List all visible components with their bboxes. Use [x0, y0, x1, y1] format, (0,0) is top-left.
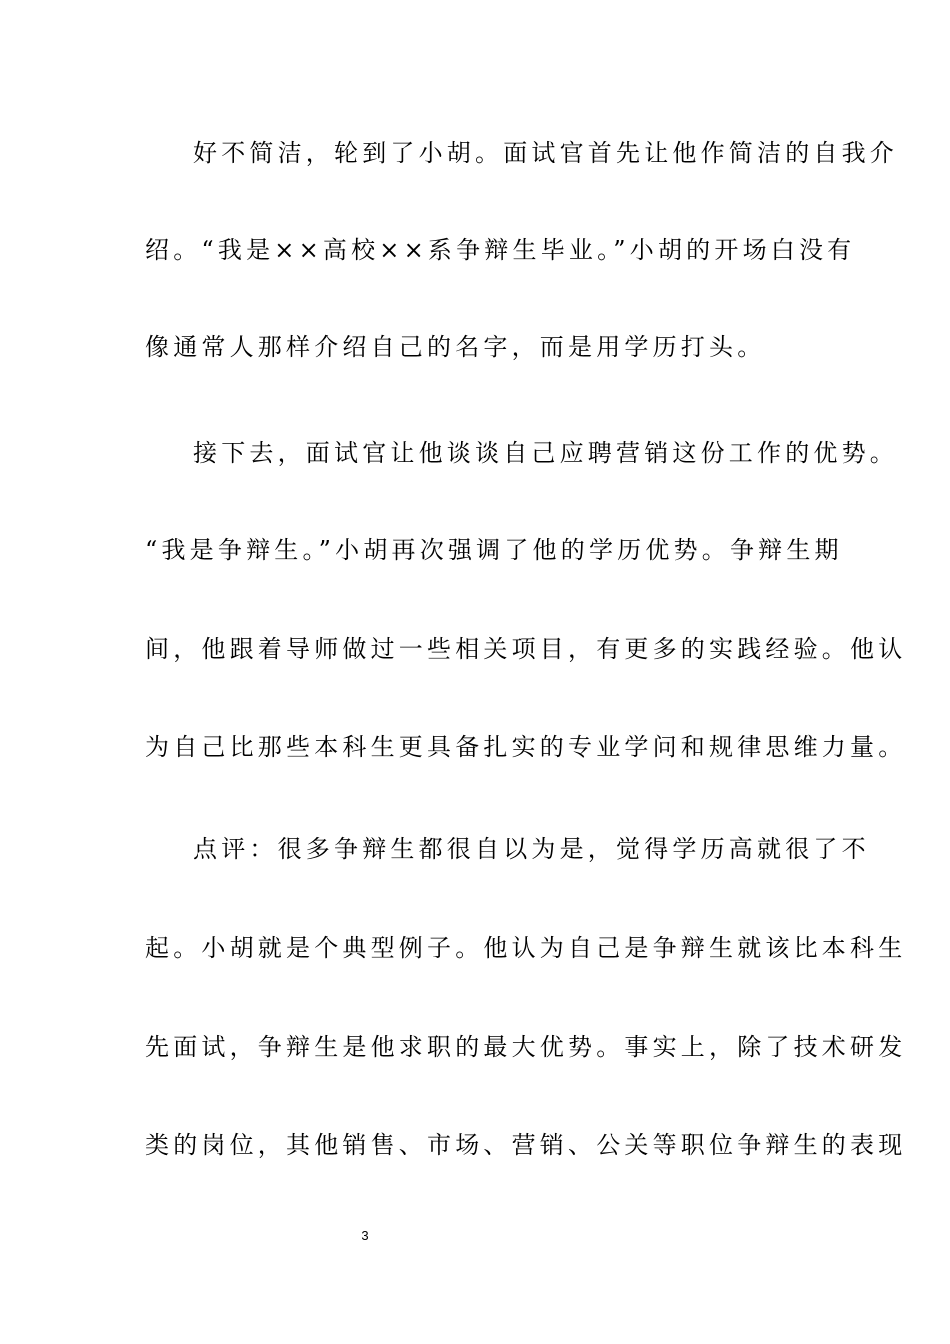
paragraph-1-line-3: 像通常人那样介绍自己的名字，而是用学历打头。 [145, 333, 766, 361]
paragraph-2-line-3: 间，他跟着导师做过一些相关项目，有更多的实践经验。他认 [145, 635, 907, 663]
paragraph-2-line-4: 为自己比那些本科生更具备扎实的专业学问和规律思维力量。 [145, 733, 907, 761]
paragraph-3-line-3: 先面试，争辩生是他求职的最大优势。事实上，除了技术研发 [145, 1033, 907, 1061]
paragraph-3-line-2: 起。小胡就是个典型例子。他认为自己是争辩生就该比本科生 [145, 934, 907, 962]
paragraph-3-line-4: 类的岗位，其他销售、市场、营销、公关等职位争辩生的表现 [145, 1131, 907, 1159]
paragraph-1-line-2: 绍。“我是××高校××系争辩生毕业。”小胡的开场白没有 [145, 236, 856, 264]
paragraph-2-line-1: 接下去，面试官让他谈谈自己应聘营销这份工作的优势。 [193, 439, 898, 467]
page-number: 3 [361, 1228, 369, 1243]
paragraph-1-line-1: 好不简洁，轮到了小胡。面试官首先让他作简洁的自我介 [193, 139, 898, 167]
paragraph-2-line-2: “我是争辩生。”小胡再次强调了他的学历优势。争辩生期 [145, 536, 843, 564]
paragraph-3-line-1: 点评：很多争辩生都很自以为是，觉得学历高就很了不 [193, 835, 870, 863]
